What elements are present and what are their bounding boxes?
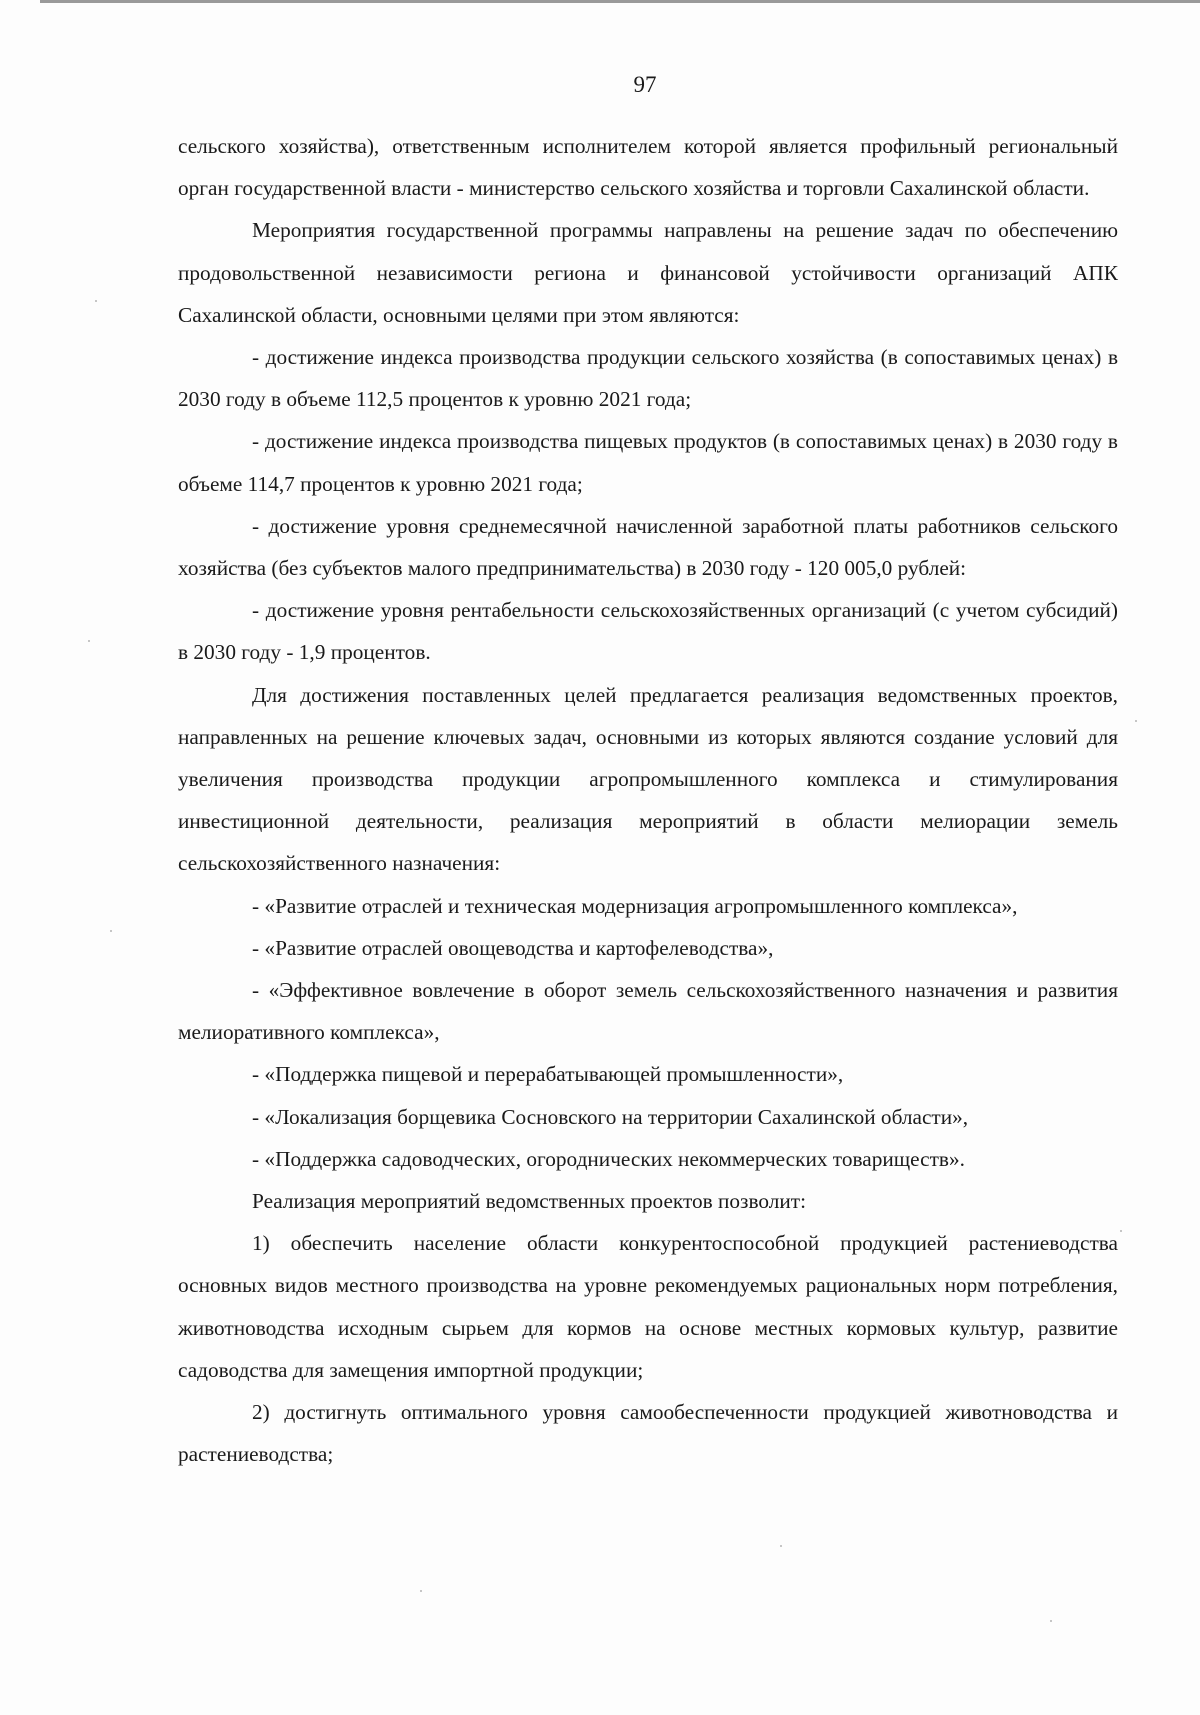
scan-speck: [110, 930, 112, 932]
goal-item-agri-index: - достижение индекса производства продукции сельского хозяйства (в сопоставимых ценах) в 2030 году в объеме 112,5 процентов к уровню 2021 года;: [178, 345, 1118, 412]
project-item-hogweed: - «Локализация борщевика Сосновского на территории Сахалинской области»,: [252, 1104, 969, 1129]
paragraph-outcomes-intro: Реализация мероприятий ведомственных проектов позволит:: [252, 1189, 806, 1214]
outcome-item-1: 1) обеспечить население области конкурентоспособной продукцией растениеводства основных видов местного производства на уровне рекомендуемых рациональных норм потребления, животноводства исходным сырьем для кормов на основе местных кормовых культур, развитие садоводства для замещения импортной продукции;: [178, 1231, 1118, 1382]
page-number: 97: [633, 72, 657, 97]
goal-item-profitability: - достижение уровня рентабельности сельскохозяйственных организаций (с учетом субсидий) в 2030 году - 1,9 процентов.: [178, 598, 1118, 665]
scan-speck: [1050, 1620, 1052, 1622]
project-item-food-industry: - «Поддержка пищевой и перерабатывающей промышленности»,: [252, 1062, 844, 1087]
goal-item-salary: - достижение уровня среднемесячной начисленной заработной платы работников сельского хозяйства (без субъектов малого предпринимательства) в 2030 году - 120 005,0 рублей:: [178, 513, 1118, 581]
scan-top-edge: [40, 0, 1200, 3]
paragraph-projects-intro: Для достижения поставленных целей предлагается реализация ведомственных проектов, направленных на решение ключевых задач, основными из которых являются создание условий для увеличения производства продукции агропромышленного комплекса и стимулирования инвестиционной деятельности, реализация мероприятий в области мелиорации земель сельскохозяйственного назначения:: [178, 682, 1118, 876]
goal-item-food-index: - достижение индекса производства пищевых продуктов (в сопоставимых ценах) в 2030 году в объеме 114,7 процентов к уровню 2021 года;: [178, 429, 1118, 496]
paragraph-goals-intro: Мероприятия государственной программы направлены на решение задач по обеспечению продовольственной независимости региона и финансовой устойчивости организаций АПК Сахалинской области, основными целями при этом являются:: [178, 218, 1118, 327]
scan-speck: [780, 1545, 782, 1547]
scan-speck: [1135, 720, 1137, 722]
outcome-item-2: 2) достигнуть оптимального уровня самообеспеченности продукцией животноводства и растениеводства;: [178, 1400, 1118, 1467]
body-text: [178, 125, 1118, 1476]
project-item-gardening: - «Поддержка садоводческих, огороднических некоммерческих товариществ».: [252, 1146, 965, 1171]
scan-speck: [1120, 1230, 1122, 1232]
paragraph-continuation: сельского хозяйства), ответственным исполнителем которой является профильный региональный орган государственной власти - министерство сельского хозяйства и торговли Сахалинской области.: [178, 134, 1118, 201]
scan-speck: [95, 300, 97, 302]
scan-speck: [420, 1590, 422, 1592]
scan-speck: [88, 640, 90, 642]
project-item-modernization: - «Развитие отраслей и техническая модернизация агропромышленного комплекса»,: [252, 893, 1018, 918]
project-item-vegetables: - «Развитие отраслей овощеводства и картофелеводства»,: [252, 935, 774, 960]
project-item-land: - «Эффективное вовлечение в оборот земель сельскохозяйственного назначения и развития мелиоративного комплекса»,: [178, 978, 1118, 1045]
